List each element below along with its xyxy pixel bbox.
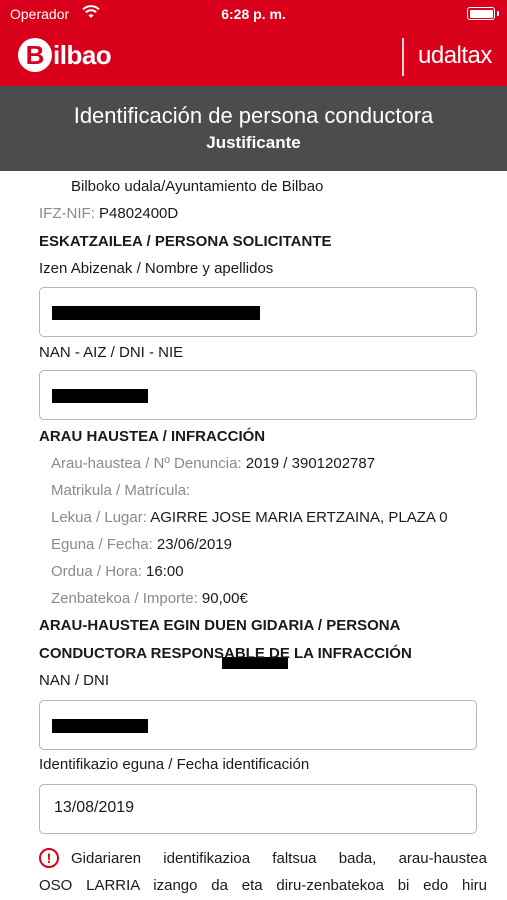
warning-icon: ! — [39, 848, 59, 868]
battery-icon — [467, 7, 495, 20]
hora-row — [51, 563, 184, 580]
matricula-label: Matrikula / Matrícula: — [51, 482, 191, 499]
udaltax-logo: udaltax — [418, 42, 492, 69]
identification-date-value: 13/08/2019 — [54, 799, 135, 816]
fecha-label: Eguna / Fecha: — [51, 536, 153, 553]
redaction-bar — [52, 389, 148, 403]
importe-value: 90,00€ — [201, 590, 248, 607]
driver-section-title-1: ARAU-HAUSTEA EGIN DUEN GIDARIA / PERSONA — [39, 617, 401, 634]
brand-bar — [0, 28, 507, 86]
brand-divider — [402, 38, 404, 76]
page-header — [0, 86, 507, 171]
importe-label: Zenbatekoa / Importe: — [51, 590, 198, 607]
applicant-dni-field[interactable] — [39, 370, 477, 420]
fecha-value: 23/06/2019 — [156, 536, 232, 553]
denuncia-row — [51, 455, 375, 472]
fecha-row — [51, 536, 232, 553]
infraction-section-title: ARAU HAUSTEA / INFRACCIÓN — [39, 428, 266, 445]
applicant-dni-label: NAN - AIZ / DNI - NIE — [39, 344, 184, 361]
page-subtitle: Justificante — [206, 133, 301, 152]
page-title: Identificación de persona conductora — [73, 103, 434, 128]
status-bar — [0, 0, 507, 28]
issuer-nif — [39, 205, 178, 222]
nif-label: IFZ-NIF: — [39, 205, 95, 222]
denuncia-value: 2019 / 3901202787 — [245, 455, 376, 472]
status-time: 6:28 p. m. — [221, 6, 286, 22]
carrier-label: Operador — [10, 6, 70, 22]
identification-date-field[interactable] — [39, 784, 477, 834]
warning-line-2: OSO LARRIA izango da eta diru-zenbatekoa bi edo hiru — [39, 877, 487, 894]
hora-value: 16:00 — [146, 563, 184, 580]
logo-text: ilbao — [53, 39, 112, 70]
applicant-name-field[interactable] — [39, 287, 477, 337]
applicant-section-title: ESKATZAILEA / PERSONA SOLICITANTE — [39, 233, 332, 250]
lugar-row — [51, 509, 448, 526]
redaction-bar — [52, 719, 148, 733]
lugar-label: Lekua / Lugar: — [51, 509, 147, 526]
nif-value: P4802400D — [99, 205, 179, 222]
denuncia-label: Arau-haustea / Nº Denuncia: — [51, 455, 242, 472]
importe-row — [51, 590, 248, 607]
applicant-name-label: Izen Abizenak / Nombre y apellidos — [39, 260, 274, 277]
lugar-value: AGIRRE JOSE MARIA ERTZAINA, PLAZA 0 — [150, 509, 448, 526]
driver-dni-label: NAN / DNI — [39, 672, 110, 689]
identification-date-label: Identifikazio eguna / Fecha identificación — [39, 756, 310, 773]
matricula-row — [51, 482, 190, 499]
issuer-name: Bilboko udala/Ayuntamiento de Bilbao — [71, 178, 324, 195]
redaction-bar — [52, 306, 260, 320]
warning-line-1: Gidariaren identifikazioa faltsua bada, arau-haustea — [71, 850, 487, 867]
logo-mark: B — [18, 38, 52, 72]
driver-dni-field[interactable] — [39, 700, 477, 750]
hora-label: Ordua / Hora: — [51, 563, 142, 580]
driver-section-title-2: CONDUCTORA RESPONSABLE DE LA INFRACCIÓN — [39, 645, 412, 662]
bilbao-logo — [18, 38, 111, 72]
